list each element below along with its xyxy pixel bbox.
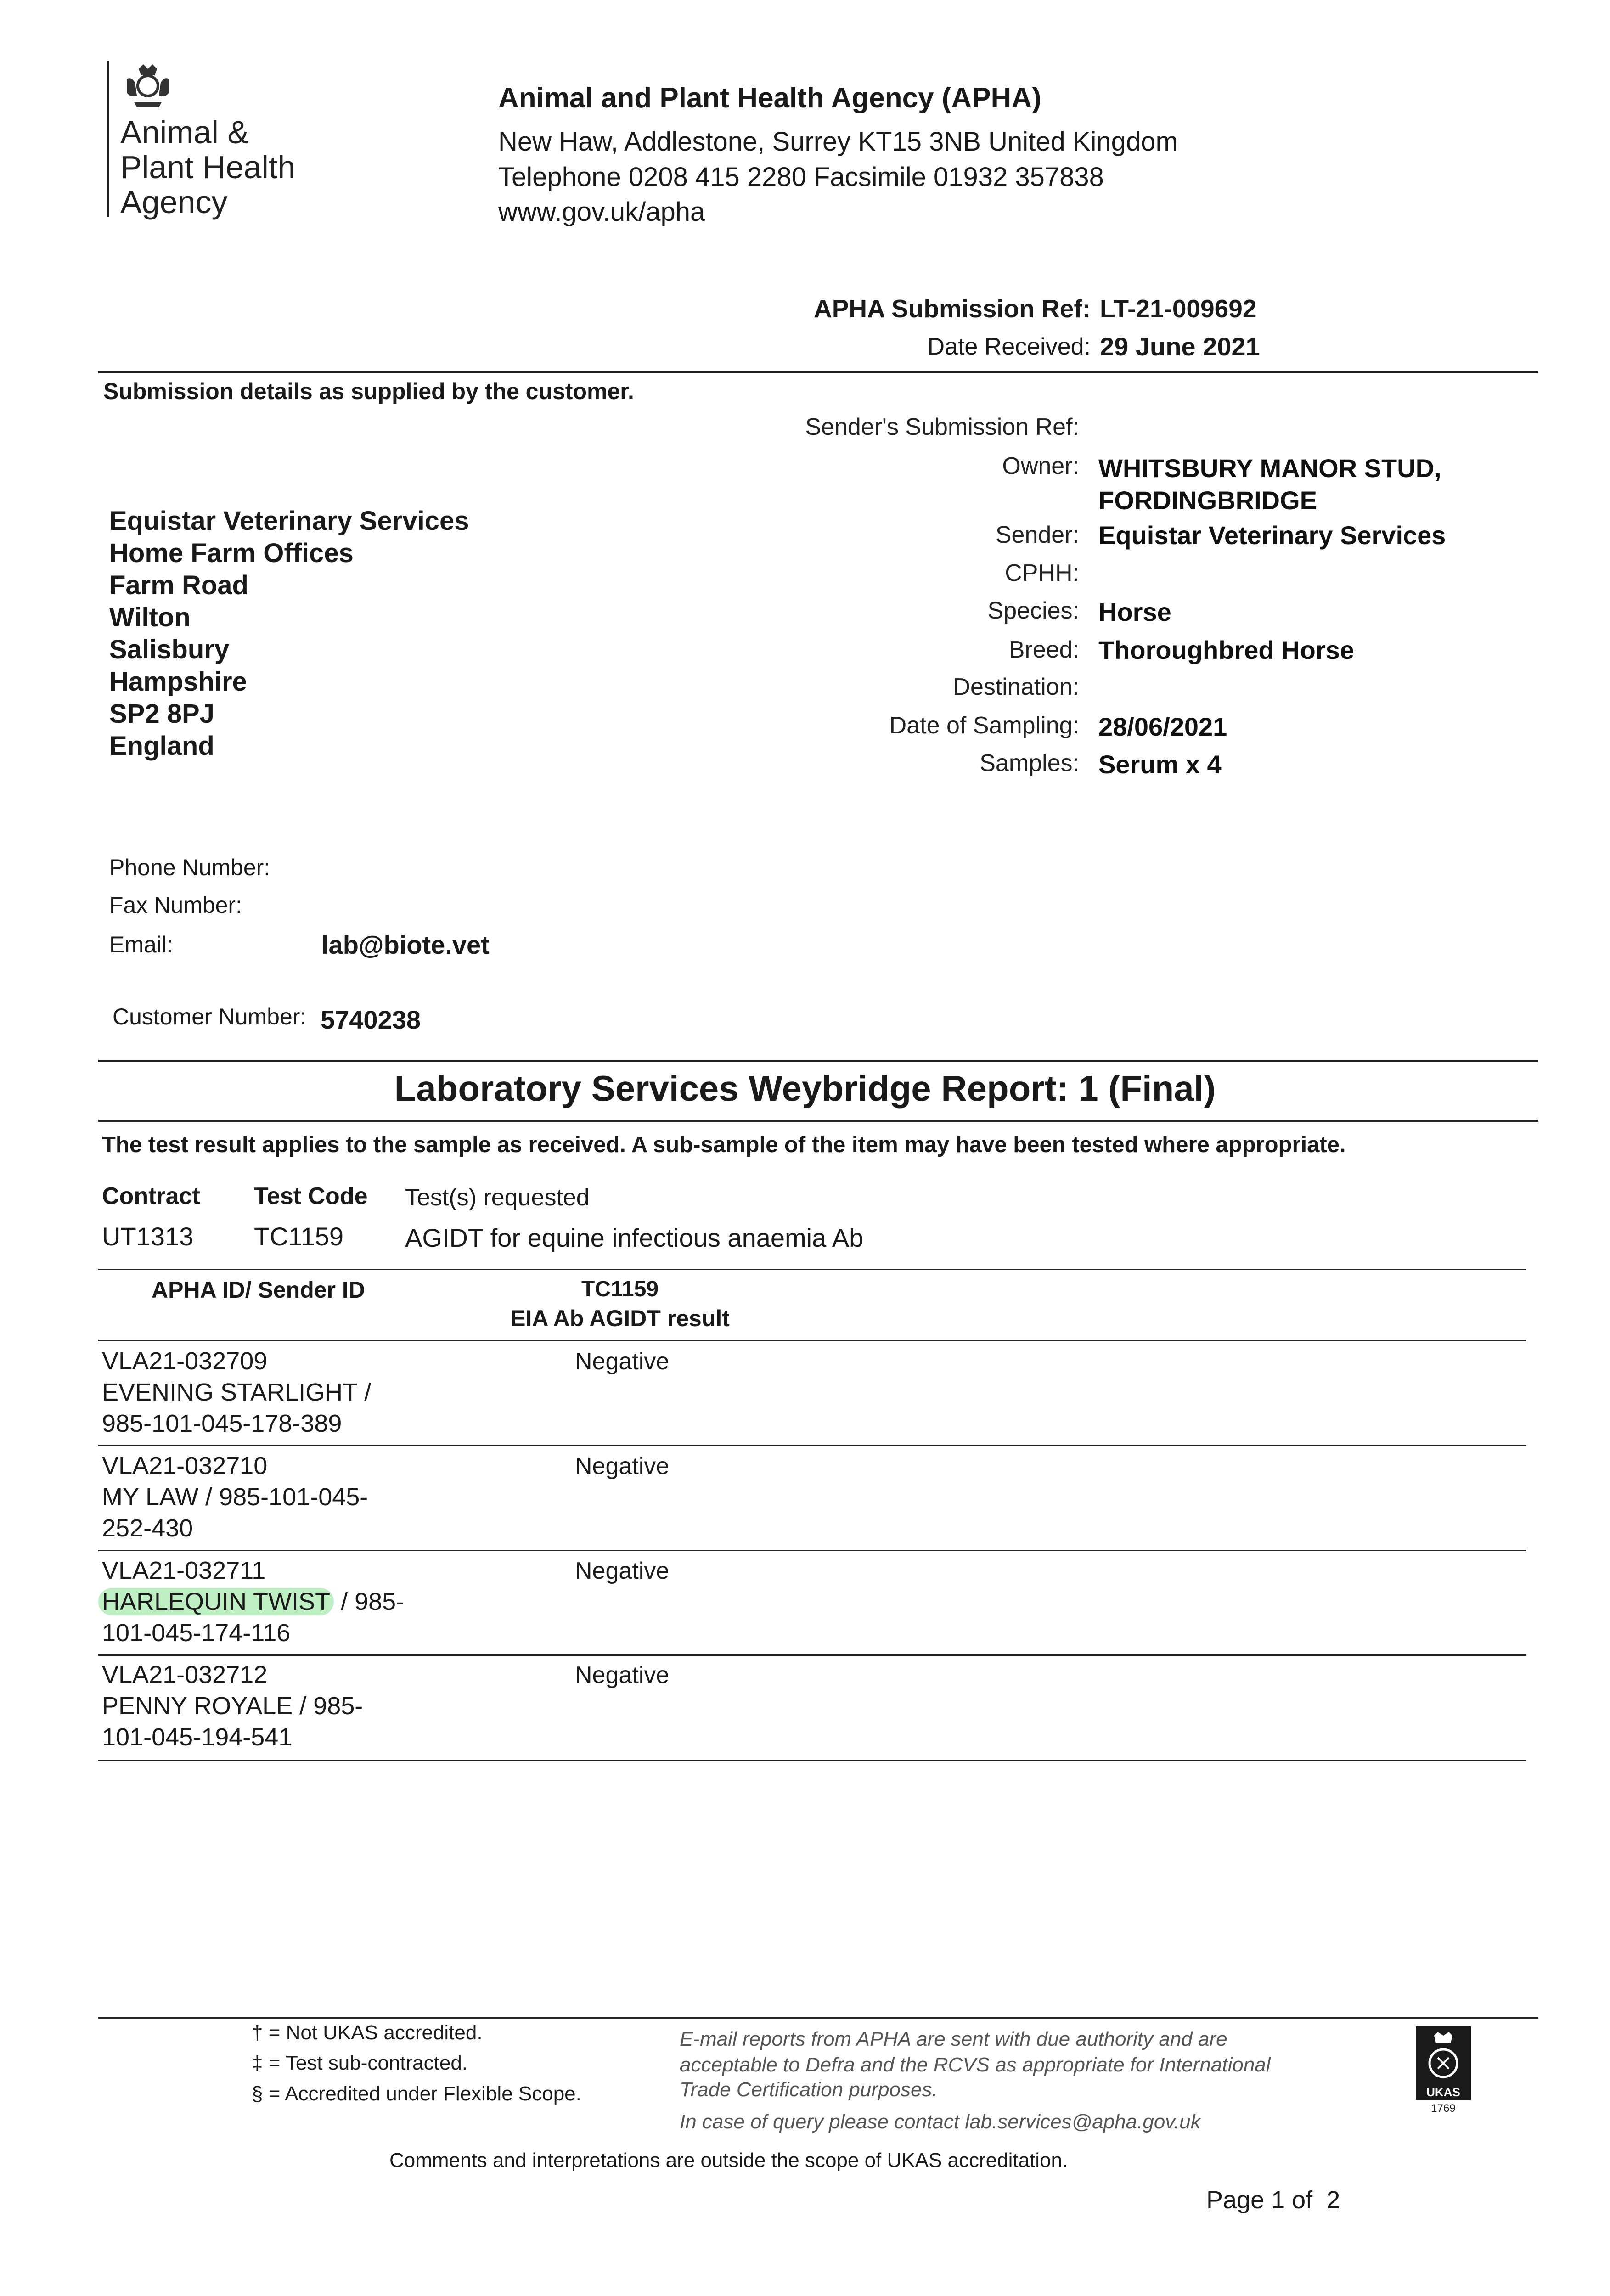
sample-id: VLA21-032711 [102, 1557, 266, 1584]
divider [98, 371, 1538, 373]
submission-intro: Submission details as supplied by the customer. [103, 378, 634, 404]
owner-value [1098, 452, 1441, 517]
logo-line: Animal & [120, 114, 249, 150]
sampling-date-label: Date of Sampling: [889, 712, 1079, 739]
report-title: Laboratory Services Weybridge Report: 1 (Final) [394, 1068, 1216, 1109]
table-row [102, 1345, 371, 1439]
customer-address [109, 505, 469, 762]
page-number: Page 1 of 2 [1206, 2186, 1340, 2214]
sample-name-line [102, 1586, 404, 1617]
agency-telephone: Telephone 0208 415 2280 Facsimile 01932 357838 [498, 162, 1104, 192]
species-value: Horse [1098, 597, 1171, 626]
sample-id: VLA21-032710 [102, 1452, 268, 1480]
royal-crest-icon [120, 61, 175, 111]
sample-id: VLA21-032712 [102, 1661, 268, 1688]
sample-name: MY LAW / 985-101-045- [102, 1483, 368, 1511]
email-note-line: Trade Certification purposes. [680, 2078, 938, 2101]
cphh-label: CPHH: [1005, 560, 1079, 586]
divider [98, 1120, 1538, 1122]
breed-value: Thoroughbred Horse [1098, 636, 1354, 664]
email-note-line: E-mail reports from APHA are sent with due authority and are [680, 2028, 1227, 2050]
row-rule [98, 1654, 1526, 1656]
breed-label: Breed: [1008, 636, 1079, 663]
samples-label: Samples: [980, 750, 1079, 777]
agency-title: Animal and Plant Health Agency (APHA) [498, 82, 1041, 114]
row-rule [98, 1445, 1526, 1446]
test-code-header: Test Code [254, 1183, 368, 1210]
table-row [102, 1555, 404, 1649]
sampling-date-value: 28/06/2021 [1098, 712, 1227, 741]
owner-label: Owner: [1002, 453, 1079, 479]
ukas-comments-note: Comments and interpretations are outside the scope of UKAS accreditation. [389, 2149, 1068, 2172]
customer-number-label: Customer Number: [113, 1004, 307, 1030]
agency-website[interactable]: www.gov.uk/apha [498, 197, 705, 227]
tests-requested-header: Test(s) requested [405, 1184, 590, 1211]
sample-chip: 101-045-194-541 [102, 1723, 293, 1751]
agency-logo-text [120, 115, 295, 219]
highlighted-name: HARLEQUIN TWIST [98, 1588, 334, 1615]
contract-header: Contract [102, 1183, 200, 1210]
sample-name: EVENING STARLIGHT / [102, 1379, 372, 1406]
sample-name: PENNY ROYALE / 985- [102, 1692, 363, 1720]
submission-ref-value: LT-21-009692 [1100, 294, 1257, 323]
phone-label: Phone Number: [109, 855, 270, 880]
table-bottom-rule [98, 1760, 1526, 1761]
sender-label: Sender: [995, 522, 1079, 548]
fax-label: Fax Number: [109, 892, 242, 918]
footnote-flexible-scope: § = Accredited under Flexible Scope. [252, 2082, 581, 2105]
sample-result: Negative [575, 1348, 670, 1375]
col-header-id: APHA ID/ Sender ID [152, 1277, 365, 1303]
address-line: Equistar Veterinary Services [109, 506, 469, 536]
table-row [102, 1659, 363, 1753]
address-line: England [109, 731, 214, 761]
email-label: Email: [109, 932, 173, 957]
address-line: Wilton [109, 602, 191, 632]
col-header-code: TC1159 [581, 1277, 659, 1301]
footnote-subcontracted: ‡ = Test sub-contracted. [252, 2052, 468, 2074]
customer-number-value: 5740238 [321, 1005, 421, 1034]
date-received-value: 29 June 2021 [1100, 332, 1260, 361]
destination-label: Destination: [953, 674, 1079, 700]
address-line: Home Farm Offices [109, 538, 354, 568]
test-code-value: TC1159 [254, 1222, 344, 1251]
address-line: Hampshire [109, 667, 247, 697]
ukas-number: 1769 [1431, 2102, 1456, 2115]
email-value[interactable]: lab@biote.vet [321, 930, 490, 959]
footer-divider [98, 2017, 1538, 2019]
table-top-rule [98, 1269, 1526, 1270]
owner-line: WHITSBURY MANOR STUD, [1098, 454, 1441, 483]
contract-value: UT1313 [102, 1222, 194, 1251]
test-requested-value: AGIDT for equine infectious anaemia Ab [405, 1223, 864, 1252]
address-line: SP2 8PJ [109, 699, 214, 729]
submission-ref-label: APHA Submission Ref: [813, 294, 1091, 323]
date-received-label: Date Received: [927, 333, 1091, 360]
sender-value: Equistar Veterinary Services [1098, 521, 1446, 550]
email-note-line: acceptable to Defra and the RCVS as appropriate for International [680, 2054, 1271, 2076]
table-header-rule [98, 1340, 1526, 1341]
divider [98, 1060, 1538, 1062]
logo-line: Plant Health [120, 149, 296, 185]
sample-result: Negative [575, 1662, 670, 1688]
address-line: Farm Road [109, 570, 248, 600]
table-row [102, 1450, 368, 1544]
address-line: Salisbury [109, 635, 230, 664]
logo-divider [107, 61, 109, 217]
query-contact[interactable]: In case of query please contact lab.services@apha.gov.uk [680, 2110, 1201, 2133]
sample-result: Negative [575, 1558, 670, 1584]
agency-address: New Haw, Addlestone, Surrey KT15 3NB United Kingdom [498, 127, 1178, 157]
row-rule [98, 1550, 1526, 1551]
sample-chip: 985-101-045-178-389 [102, 1410, 342, 1437]
ukas-label: UKAS [1426, 2085, 1460, 2099]
sample-chip: 101-045-174-116 [102, 1619, 291, 1647]
samples-value: Serum x 4 [1098, 750, 1222, 779]
ukas-badge [1416, 2026, 1471, 2100]
footnote-not-accredited: † = Not UKAS accredited. [252, 2021, 483, 2044]
sample-name-suffix: / 985- [334, 1588, 405, 1615]
report-disclaimer: The test result applies to the sample as received. A sub-sample of the item may have been tested where appropriate. [102, 1132, 1346, 1157]
col-header-result: EIA Ab AGIDT result [510, 1306, 730, 1331]
species-label: Species: [987, 597, 1079, 624]
owner-line: FORDINGBRIDGE [1098, 486, 1317, 515]
sample-result: Negative [575, 1453, 670, 1480]
logo-line: Agency [120, 184, 228, 220]
sender-ref-label: Sender's Submission Ref: [805, 414, 1079, 440]
sample-id: VLA21-032709 [102, 1347, 268, 1375]
sample-chip: 252-430 [102, 1514, 193, 1542]
